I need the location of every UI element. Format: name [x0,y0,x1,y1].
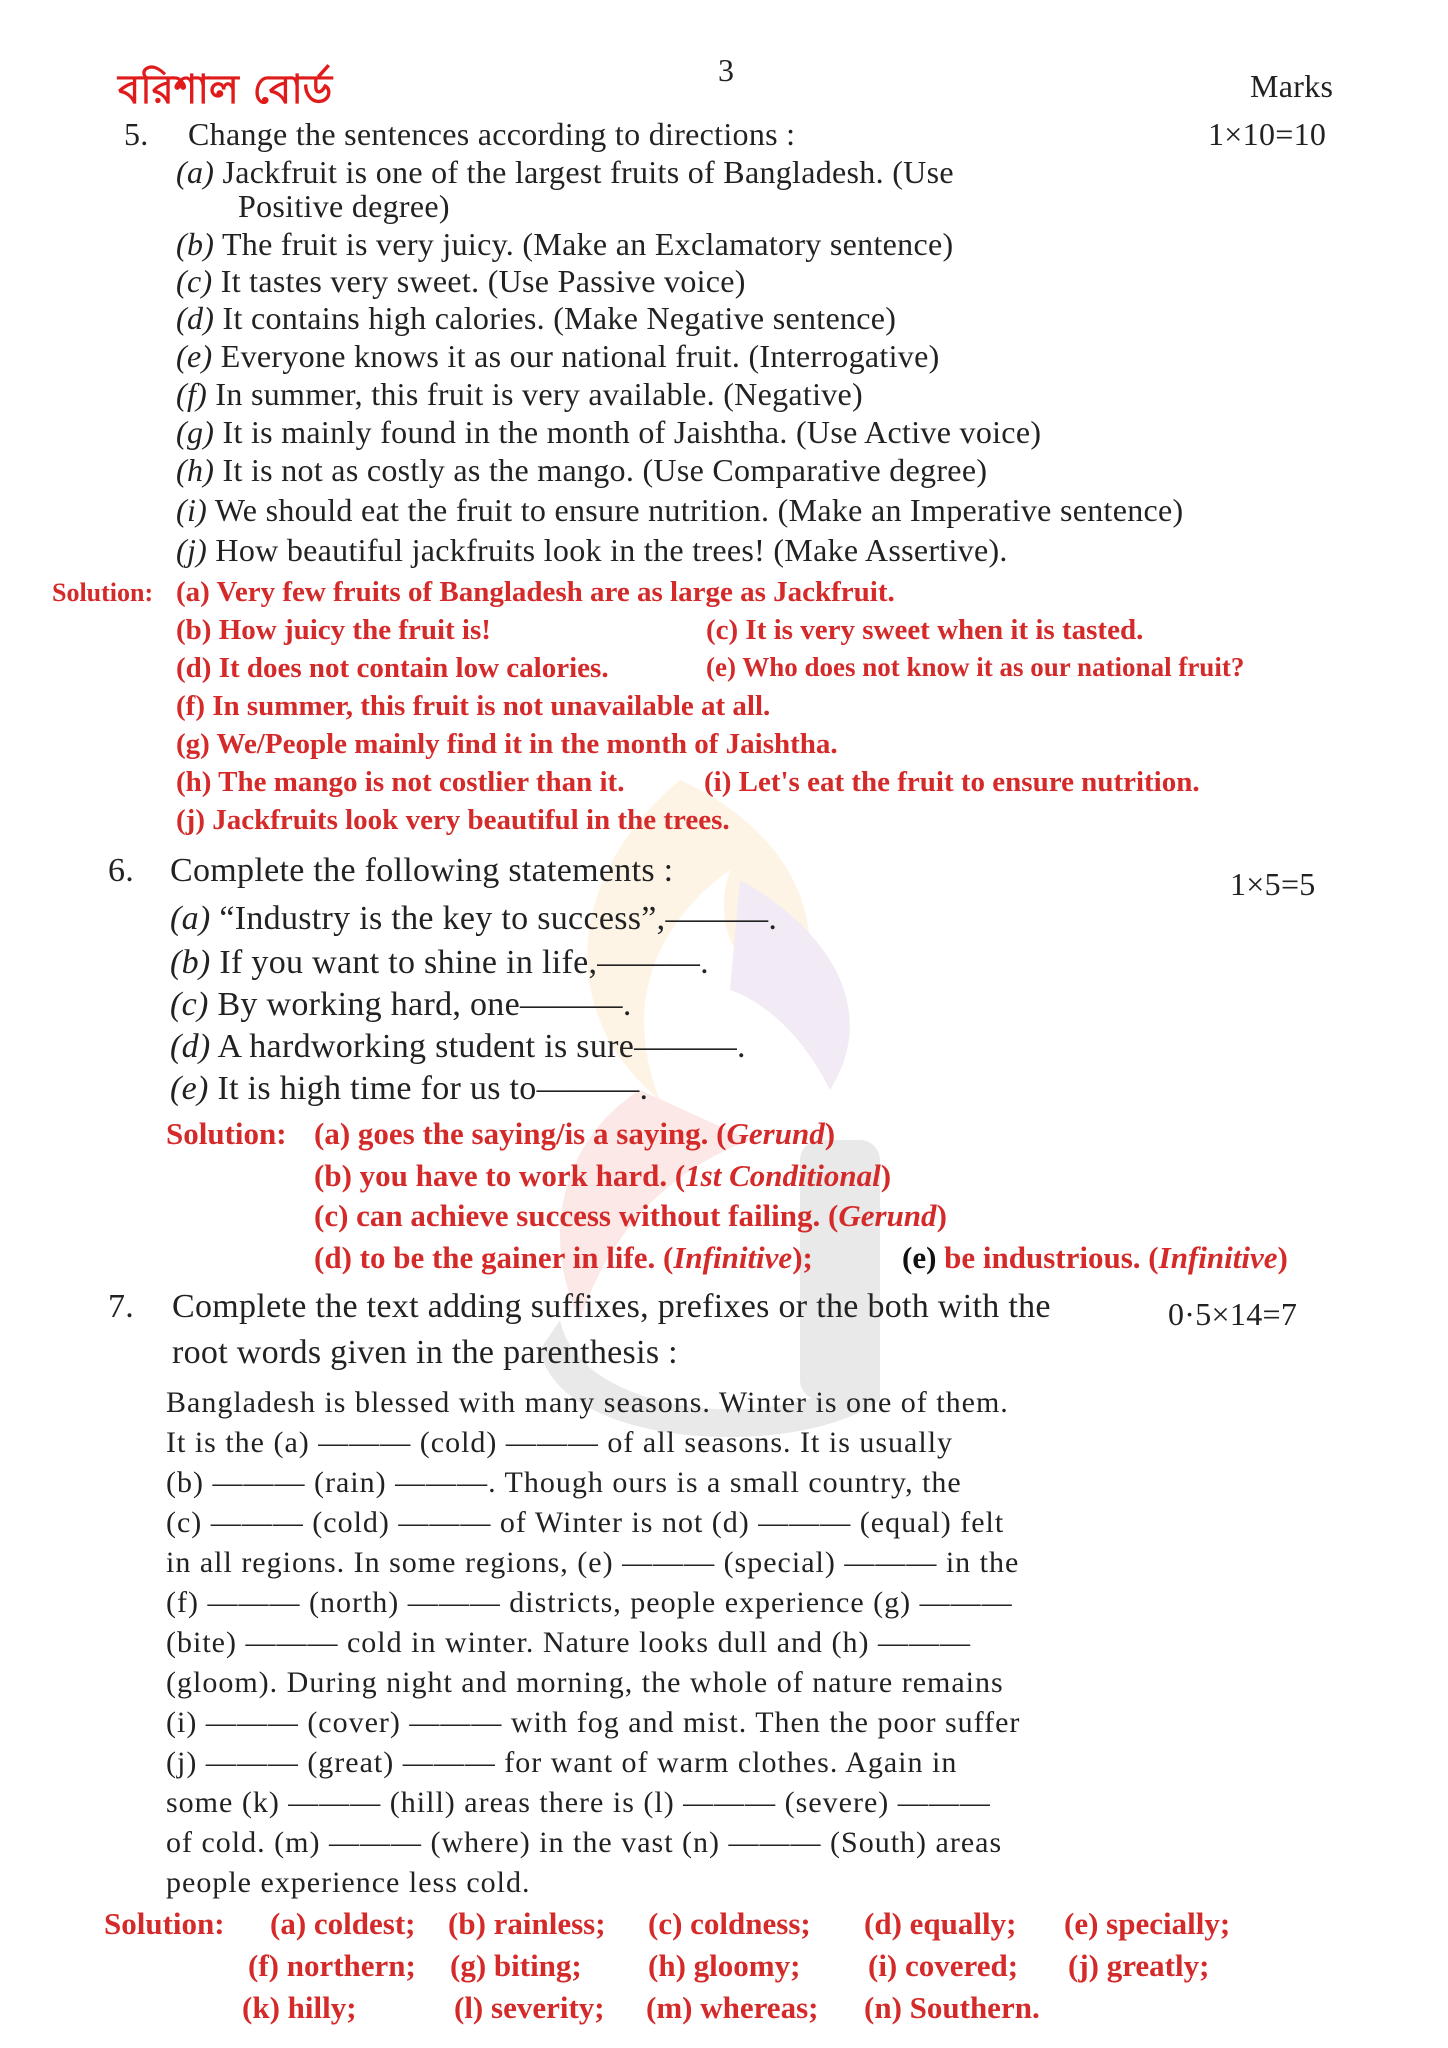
q5-solution-i: (i) Let's eat the fruit to ensure nutrition. [704,766,1200,798]
q7-passage-line: of cold. (m) ——— (where) in the vast (n) ——— (South) areas [166,1826,1003,1859]
q7-solution-h: (h) gloomy; [648,1948,801,1983]
q7-passage-line: Bangladesh is blessed with many seasons. Winter is one of them. [166,1386,1009,1419]
q6-item-d: (d) A hardworking student is sure———. [170,1028,746,1065]
q6-solution-b: (b) you have to work hard. (1st Conditional) [314,1158,892,1193]
q7-solution-l: (l) severity; [454,1990,605,2025]
q5-solution-e: (e) Who does not know it as our national fruit? [706,652,1245,682]
q5-number: 5. [124,116,149,152]
q7-solution-d: (d) equally; [864,1906,1017,1941]
q5-item-d: (d) It contains high calories. (Make Negative sentence) [176,300,897,336]
q6-item-c: (c) By working hard, one———. [170,986,632,1023]
q7-passage-line: some (k) ——— (hill) areas there is (l) ——— (severe) ——— [166,1786,991,1819]
q5-item-j: (j) How beautiful jackfruits look in the trees! (Make Assertive). [176,532,1008,568]
q7-solution-j: (j) greatly; [1068,1948,1210,1983]
q6-solution-label: Solution: [166,1116,287,1151]
q5-solution-g: (g) We/People mainly find it in the month of Jaishtha. [176,728,838,760]
q6-item-e: (e) It is high time for us to———. [170,1070,649,1107]
q5-solution-label: Solution: [52,578,154,607]
q7-solution-m: (m) whereas; [646,1990,819,2025]
q5-item-e: (e) Everyone knows it as our national fruit. (Interrogative) [176,338,940,374]
q5-solution-a: (a) Very few fruits of Bangladesh are as large as Jackfruit. [176,576,895,608]
q7-passage-line: in all regions. In some regions, (e) ——— (special) ——— in the [166,1546,1020,1579]
q5-solution-h: (h) The mango is not costlier than it. [176,766,625,798]
q5-solution-f: (f) In summer, this fruit is not unavailable at all. [176,690,771,722]
q7-solution-k: (k) hilly; [242,1990,357,2025]
q5-item-i: (i) We should eat the fruit to ensure nutrition. (Make an Imperative sentence) [176,492,1184,528]
q7-passage-line: (c) ——— (cold) ——— of Winter is not (d) ——— (equal) felt [166,1506,1005,1539]
q5-item-a: (a) Jackfruit is one of the largest fruits of Bangladesh. (Use [176,154,954,190]
q7-solution-a: (a) coldest; [270,1906,416,1941]
q7-marks: 0·5×14=7 [1168,1296,1298,1332]
q5-item-f: (f) In summer, this fruit is very available. (Negative) [176,376,864,412]
q5-item-c: (c) It tastes very sweet. (Use Passive voice) [176,263,746,299]
q7-solution-c: (c) coldness; [648,1906,811,1941]
q5-solution-c: (c) It is very sweet when it is tasted. [706,614,1144,646]
q7-solution-label: Solution: [104,1906,225,1941]
q5-title: Change the sentences according to directions : [188,116,796,152]
q6-solution-e: (e) be industrious. (Infinitive) [902,1240,1288,1275]
q6-number: 6. [108,852,135,889]
q7-passage-line: (j) ——— (great) ——— for want of warm clothes. Again in [166,1746,958,1779]
q7-solution-i: (i) covered; [868,1948,1019,1983]
q6-title: Complete the following statements : [170,852,674,889]
q7-title-line2: root words given in the parenthesis : [172,1334,678,1371]
q7-passage-line: people experience less cold. [166,1866,531,1899]
q6-solution-a: (a) goes the saying/is a saying. (Gerund) [314,1116,836,1151]
q5-marks: 1×10=10 [1208,116,1327,152]
q7-solution-g: (g) biting; [450,1948,582,1983]
q6-item-b: (b) If you want to shine in life,———. [170,944,709,981]
q7-solution-f: (f) northern; [248,1948,416,1983]
q5-item-b: (b) The fruit is very juicy. (Make an Exclamatory sentence) [176,226,954,262]
q7-passage-line: (f) ——— (north) ——— districts, people experience (g) ——— [166,1586,1013,1619]
q7-passage-line: (b) ——— (rain) ———. Though ours is a small country, the [166,1466,962,1499]
q5-item-h: (h) It is not as costly as the mango. (Use Comparative degree) [176,452,988,488]
q7-title-line1: Complete the text adding suffixes, prefixes or the both with the [172,1288,1051,1325]
q7-passage-line: (gloom). During night and morning, the whole of nature remains [166,1666,1004,1699]
board-name: বরিশাল বোর্ড [118,67,333,113]
q7-number: 7. [108,1288,135,1325]
page-number: 3 [718,52,735,88]
q5-solution-b: (b) How juicy the fruit is! [176,614,491,646]
q7-solution-n: (n) Southern. [864,1990,1040,2025]
q7-passage-line: It is the (a) ——— (cold) ——— of all seasons. It is usually [166,1426,954,1459]
q6-solution-d: (d) to be the gainer in life. (Infinitive); [314,1240,813,1275]
marks-label: Marks [1250,68,1334,104]
q5-solution-j: (j) Jackfruits look very beautiful in the trees. [176,804,730,836]
q5-item-a-cont: Positive degree) [238,188,450,224]
q5-item-g: (g) It is mainly found in the month of Jaishtha. (Use Active voice) [176,414,1042,450]
q6-solution-c: (c) can achieve success without failing. (Gerund) [314,1198,947,1233]
q7-passage-line: (i) ——— (cover) ——— with fog and mist. Then the poor suffer [166,1706,1021,1739]
q7-passage-line: (bite) ——— cold in winter. Nature looks dull and (h) ——— [166,1626,972,1659]
q7-solution-b: (b) rainless; [448,1906,606,1941]
q6-marks: 1×5=5 [1230,866,1316,902]
q6-item-a: (a) “Industry is the key to success”,———. [170,900,778,937]
q7-solution-e: (e) specially; [1064,1906,1231,1941]
q5-solution-d: (d) It does not contain low calories. [176,652,609,684]
